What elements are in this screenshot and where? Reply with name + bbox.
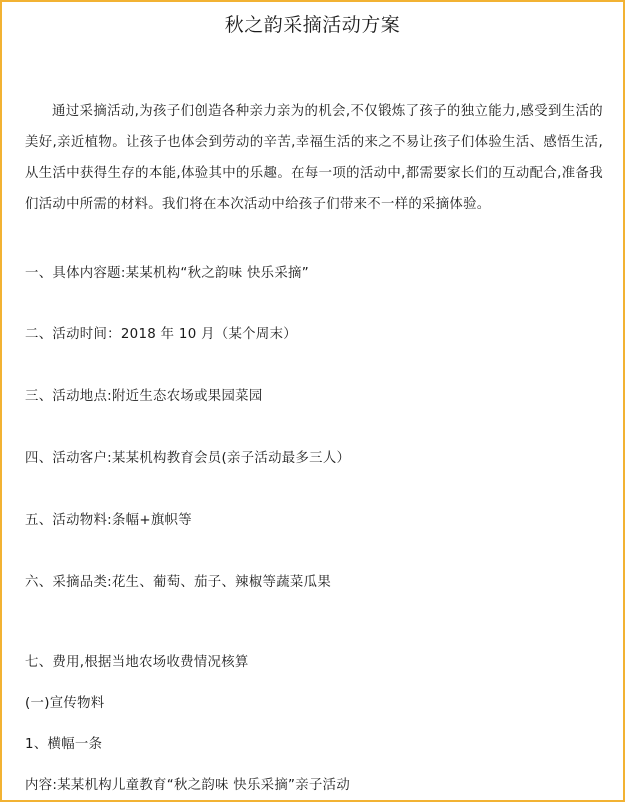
section-picking-categories: 六、采摘品类:花生、葡萄、茄子、辣椒等蔬菜瓜果 bbox=[25, 575, 332, 590]
section-activity-location: 三、活动地点:附近生态农场或果园菜园 bbox=[25, 389, 263, 404]
subsection-promo-materials: (一)宣传物料 bbox=[25, 696, 105, 711]
section-activity-clients: 四、活动客户:某某机构教育会员(亲子活动最多三人） bbox=[25, 451, 351, 466]
item-banner-content: 内容:某某机构儿童教育“秋之韵味 快乐采摘”亲子活动 bbox=[25, 778, 351, 793]
section-activity-time: 二、活动时间：2018 年 10 月（某个周末） bbox=[25, 327, 297, 342]
section-activity-materials: 五、活动物料:条幅+旗帜等 bbox=[25, 513, 192, 528]
section-costs: 七、费用,根据当地农场收费情况核算 bbox=[25, 655, 249, 670]
section-content-topic: 一、具体内容题:某某机构“秋之韵味 快乐采摘” bbox=[25, 266, 309, 281]
intro-paragraph: 通过采摘活动,为孩子们创造各种亲力亲为的机会,不仅锻炼了孩子的独立能力,感受到生活的美好,亲近植物。让孩子也体会到劳动的辛苦,幸福生活的来之不易让孩子们体验生活、感悟生活,从生活中获得生存的本能,体验其中的乐趣。在每一项的活动中,都需要家长们的互动配合,准备我们活动中所需的材料。我们将在本次活动中给孩子们带来不一样的采摘体验。 bbox=[25, 104, 603, 212]
document-title: 秋之韵采摘活动方案 bbox=[224, 14, 401, 36]
item-banner: 1、横幅一条 bbox=[25, 737, 103, 752]
